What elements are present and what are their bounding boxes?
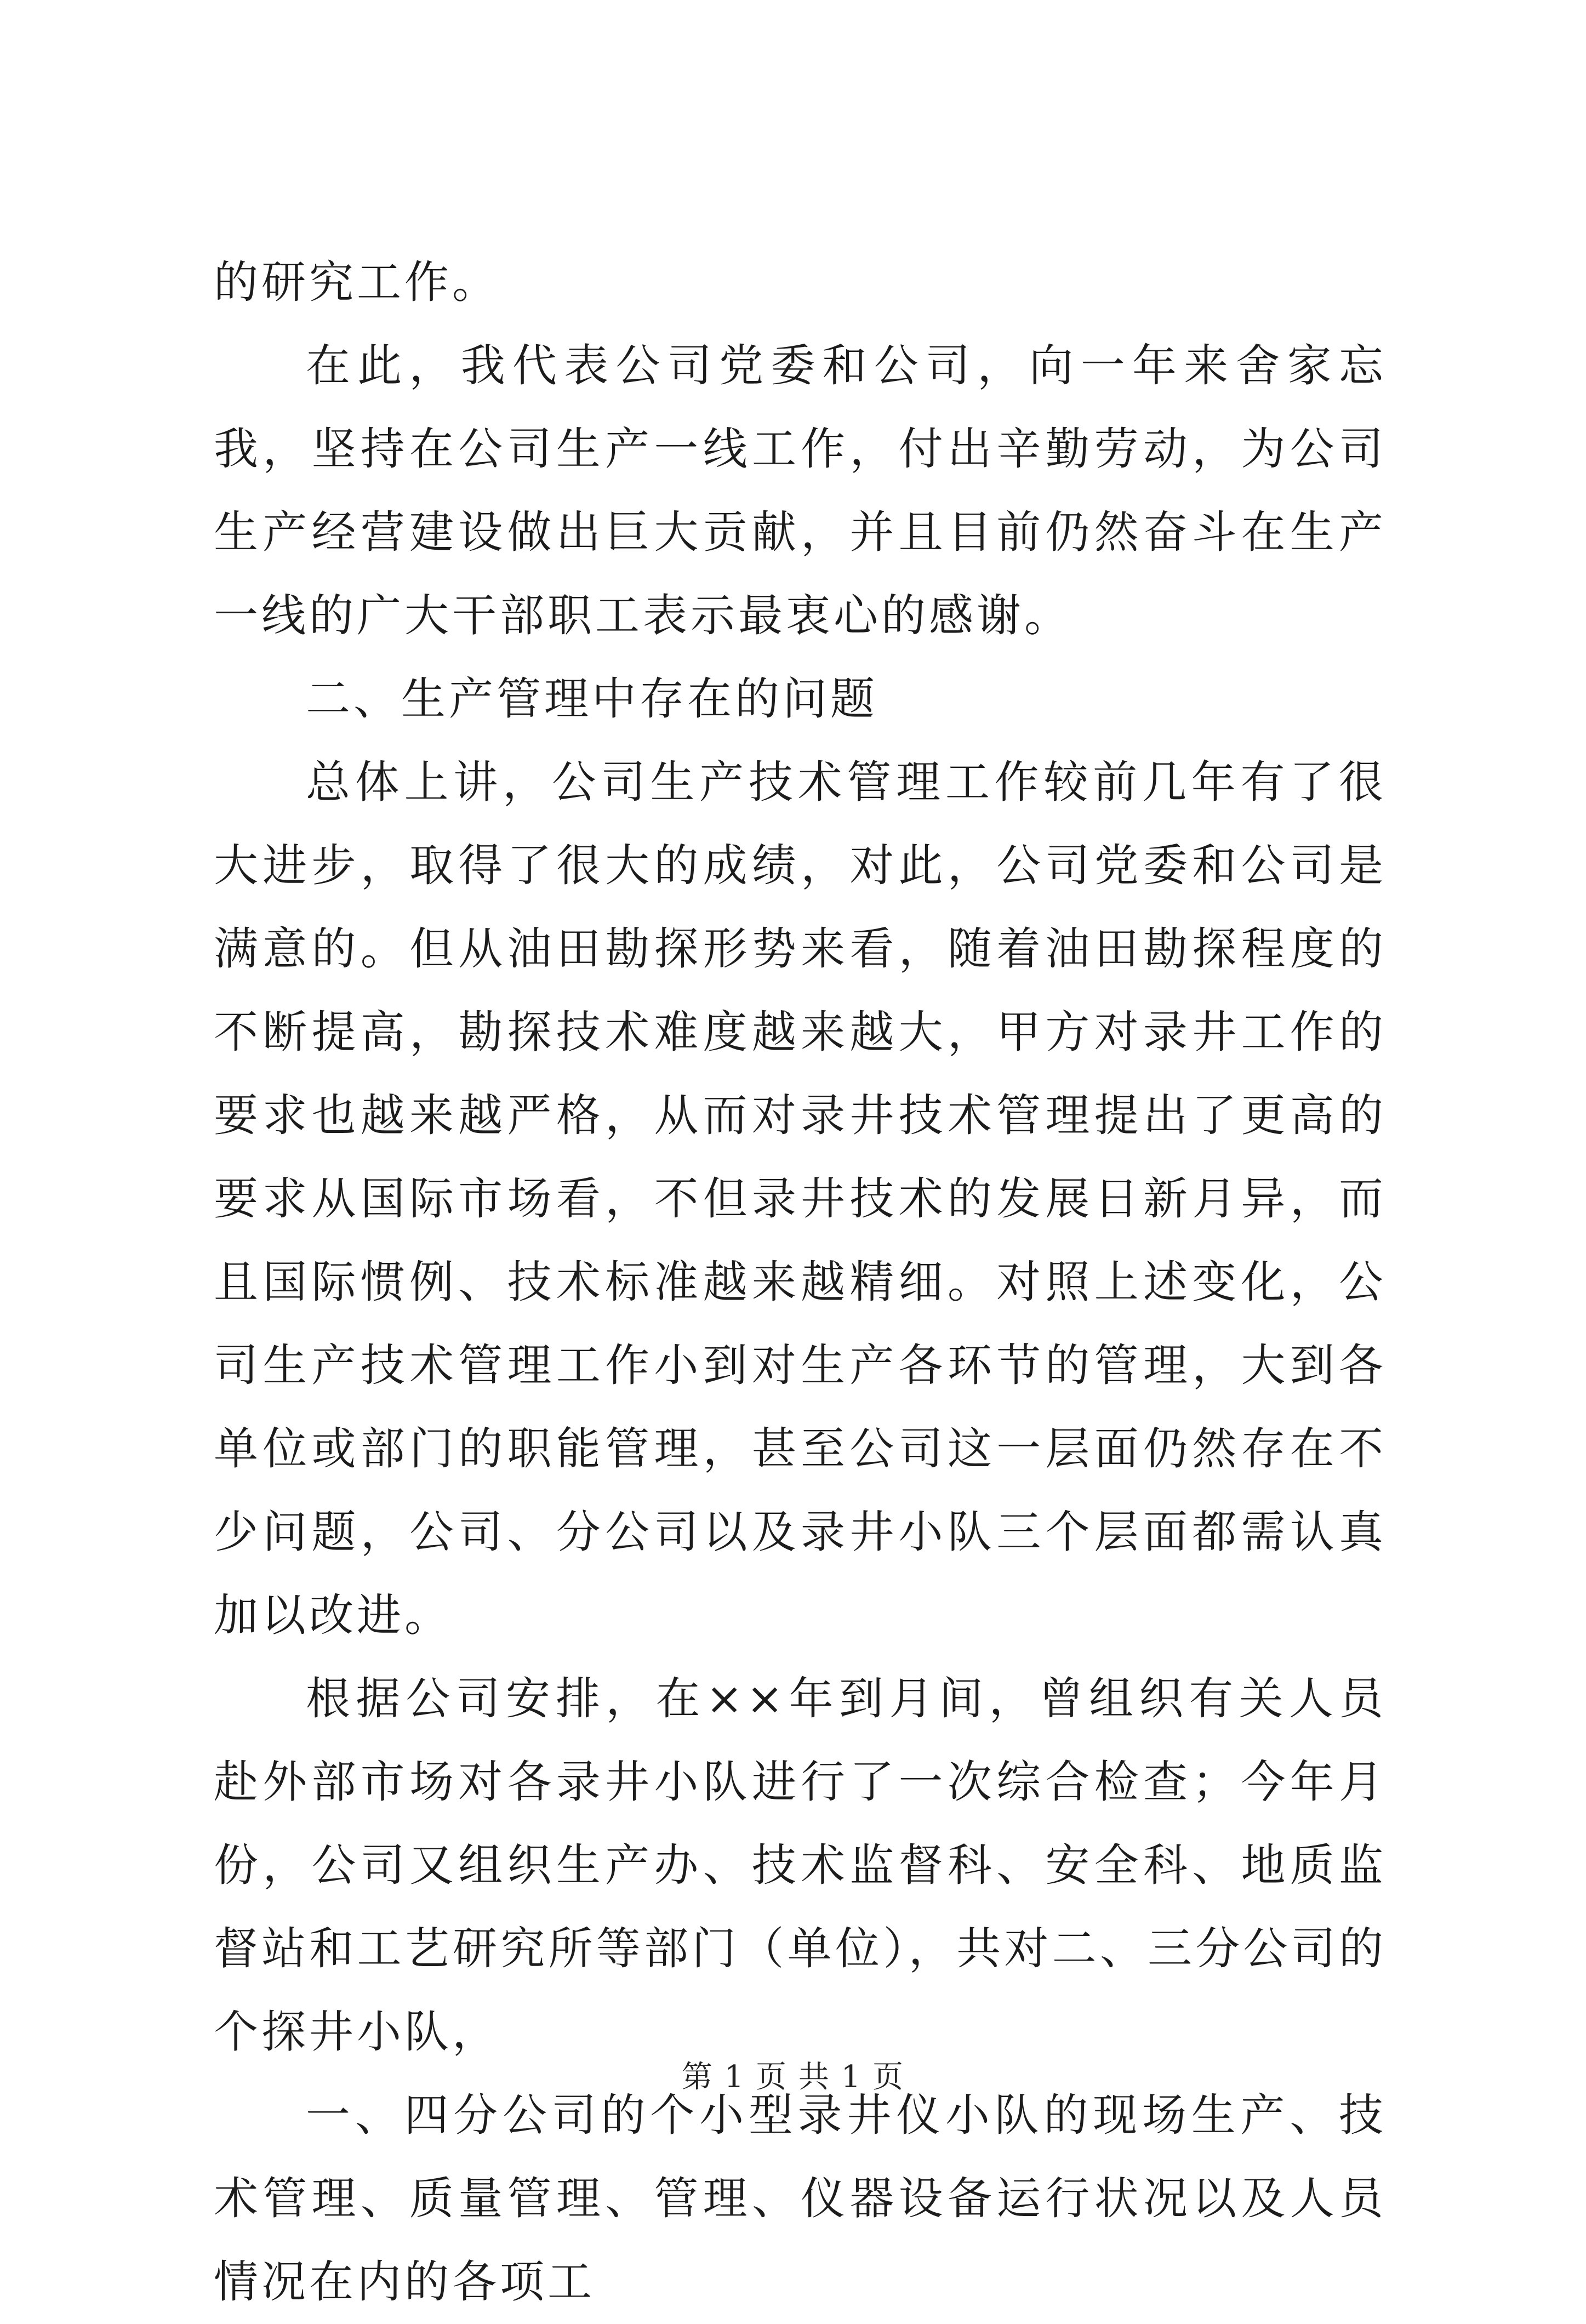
section-heading: 二、生产管理中存在的问题 (306, 674, 878, 725)
paragraph-continuation: 的研究工作。 (214, 257, 500, 309)
page-number-footer: 第 1 页 共 1 页 (681, 2059, 905, 2095)
paragraph-branch-teams: 一、四分公司的个小型录井仪小队的现场生产、技术管理、质量管理、管理、仪器设备运行状况以及人员情况在内的各项工 (214, 2090, 1387, 2308)
document-body (214, 241, 1387, 2324)
paragraph-overview: 总体上讲，公司生产技术管理工作较前几年有了很大进步，取得了很大的成绩，对此，公司党委和公司是满意的。但从油田勘探形势来看，随着油田勘探程度的不断提高，勘探技术难度越来越大，甲方对录井工作的要求也越来越严格，从而对录井技术管理提出了更高的要求从国际市场看，不但录井技术的发展日新月异，而且国际惯例、技术标准越来越精细。对照上述变化，公司生产技术管理工作小到对生产各环节的管理，大到各单位或部门的职能管理，甚至公司这一层面仍然存在不少问题，公司、分公司以及录井小队三个层面都需认真加以改进。 (214, 757, 1387, 1642)
paragraph-inspection: 根据公司安排，在××年到月间，曾组织有关人员赴外部市场对各录井小队进行了一次综合检查；今年月份，公司又组织生产办、技术监督科、安全科、地质监督站和工艺研究所等部门（单位），共对二、三分公司的个探井小队， (214, 1673, 1387, 2058)
paragraph-thanks: 在此，我代表公司党委和公司，向一年来舍家忘我，坚持在公司生产一线工作，付出辛勤劳动，为公司生产经营建设做出巨大贡献，并且目前仍然奋斗在生产一线的广大干部职工表示最衷心的感谢。 (214, 340, 1387, 642)
